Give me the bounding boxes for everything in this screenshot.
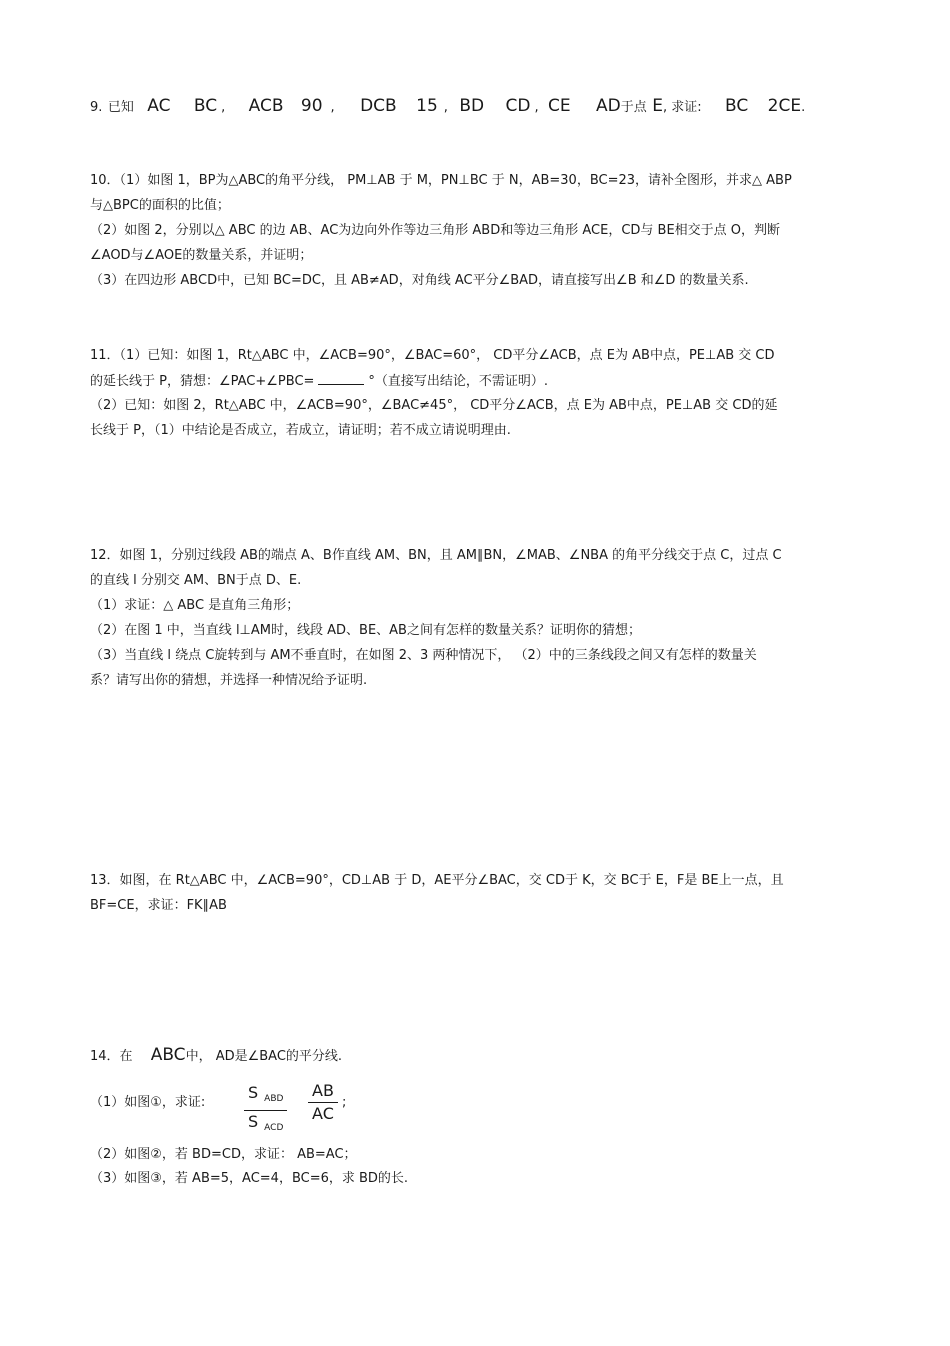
q14-semicolon: ; xyxy=(342,1095,347,1110)
q12-line-4: （2）在图 1 中，当直线 l⊥AM时，线段 AD、BE、AB之间有怎样的数量关系？证明你的猜想； xyxy=(90,623,641,638)
q9-e: E xyxy=(652,96,663,116)
q12-line-2: 的直线 l 分别交 AM、BN于点 D、E. xyxy=(90,573,302,588)
q9-sep2: , xyxy=(330,100,335,115)
q9-number: 9. xyxy=(90,100,103,115)
q14-part-1: （1）如图①，求证: xyxy=(90,1095,206,1110)
q14-side-ratio xyxy=(308,1080,338,1125)
q14-ab: AB xyxy=(308,1080,338,1103)
q9-bd: BD xyxy=(459,96,485,116)
q9-ce: CE xyxy=(548,96,571,116)
q14-s-acd: S xyxy=(248,1112,259,1131)
q12-line-3: （1）求证：△ ABC 是直角三角形； xyxy=(90,598,300,613)
q9-dcb: DCB xyxy=(360,96,397,116)
q14-area-ratio xyxy=(244,1082,287,1139)
q10-line-5: （3）在四边形 ABCD中，已知 BC=DC，且 AB≠AD，对角线 AC平分∠BAD，请直接写出∠B 和∠D 的数量关系. xyxy=(90,273,749,288)
q14-ac: AC xyxy=(312,1104,334,1123)
q9-15: 15 xyxy=(416,96,438,116)
q9-sep1: , xyxy=(221,100,226,115)
q14-intro: 14．在 xyxy=(90,1049,133,1064)
q9-bc: BC xyxy=(193,96,218,116)
q14-s-abd: S xyxy=(248,1083,259,1102)
q12-line-5: （3）当直线 l 绕点 C旋转到与 AM不垂直时，在如图 2、3 两种情况下， （2）中的三条线段之间又有怎样的数量关 xyxy=(90,648,757,663)
q11-line-2-end: °（直接写出结论，不需证明）. xyxy=(368,374,549,389)
q10-line-3: （2）如图 2，分别以△ ABC 的边 AB、AC为边向外作等边三角形 ABD和等边三角形 ACE，CD与 BE相交于点 O，判断 xyxy=(90,223,781,238)
q11-answer-blank xyxy=(318,372,364,385)
q9-acb: ACB xyxy=(248,96,284,116)
q14-area-acd xyxy=(244,1111,287,1139)
q10-line-1: 10．（1）如图 1，BP为△ABC的角平分线， PM⊥AB 于 M，PN⊥BC 于 N，AB=30，BC=23，请补全图形，并求△ ABP xyxy=(90,173,792,188)
q10-line-4: ∠AOD与∠AOE的数量关系，并证明； xyxy=(90,248,313,263)
q9-cd: CD xyxy=(505,96,531,116)
q9-sep3: , xyxy=(443,100,448,115)
q9-at-point: 于点 xyxy=(620,100,647,115)
q14-area-abd xyxy=(244,1082,287,1111)
q14-s-acd-sub: ACD xyxy=(264,1123,284,1133)
q14-part-2: （2）如图②，若 BD=CD，求证： AB=AC； xyxy=(90,1147,357,1162)
q14-s-abd-sub: ABD xyxy=(264,1094,284,1104)
q14-line-1 xyxy=(90,1046,342,1066)
q12-line-6: 系？请写出你的猜想，并选择一种情况给予证明. xyxy=(90,673,368,688)
q9-given: 已知 xyxy=(107,100,134,115)
q9-90: 90 xyxy=(300,96,323,116)
q14-intro-rest: 中， AD是∠BAC的平分线. xyxy=(185,1049,343,1064)
q9-ac: AC xyxy=(147,96,171,116)
q14-triangle-abc: ABC xyxy=(150,1045,186,1065)
q13-line-2: BF=CE，求证：FK∥AB xyxy=(90,898,227,913)
q11-line-4: 长线于 P，（1）中结论是否成立，若成立，请证明；若不成立请说明理由. xyxy=(90,423,511,438)
q11-line-2 xyxy=(90,372,548,391)
q9-2ce: 2CE xyxy=(767,96,802,116)
q13-line-1: 13．如图，在 Rt△ABC 中，∠ACB=90°，CD⊥AB 于 D，AE平分∠BAC，交 CD于 K，交 BC于 E，F是 BE上一点，且 xyxy=(90,873,784,888)
q12-line-1: 12．如图 1，分别过线段 AB的端点 A、B作直线 AM、BN，且 AM∥BN，∠MAB、∠NBA 的角平分线交于点 C，过点 C xyxy=(90,548,782,563)
q9-ad: AD xyxy=(596,96,621,116)
q10-line-2: 与△BPC的面积的比值； xyxy=(90,198,230,213)
q9-sep4: , xyxy=(534,100,539,115)
q9-bc2: BC xyxy=(725,96,749,116)
q11-line-2-start: 的延长线于 P，猜想：∠PAC+∠PBC= xyxy=(90,374,315,389)
q14-part-3: （3）如图③，若 AB=5，AC=4，BC=6，求 BD的长. xyxy=(90,1171,409,1186)
q9-end: . xyxy=(801,100,806,115)
q9-line xyxy=(90,97,805,117)
q11-line-1: 11．（1）已知：如图 1，Rt△ABC 中，∠ACB=90°，∠BAC=60°， CD平分∠ACB，点 E为 AB中点，PE⊥AB 交 CD xyxy=(90,348,775,363)
q11-line-3: （2）已知：如图 2，Rt△ABC 中，∠ACB=90°，∠BAC≠45°， CD平分∠ACB，点 E为 AB中点，PE⊥AB 交 CD的延 xyxy=(90,398,778,413)
q9-prove: , 求证: xyxy=(662,100,702,115)
